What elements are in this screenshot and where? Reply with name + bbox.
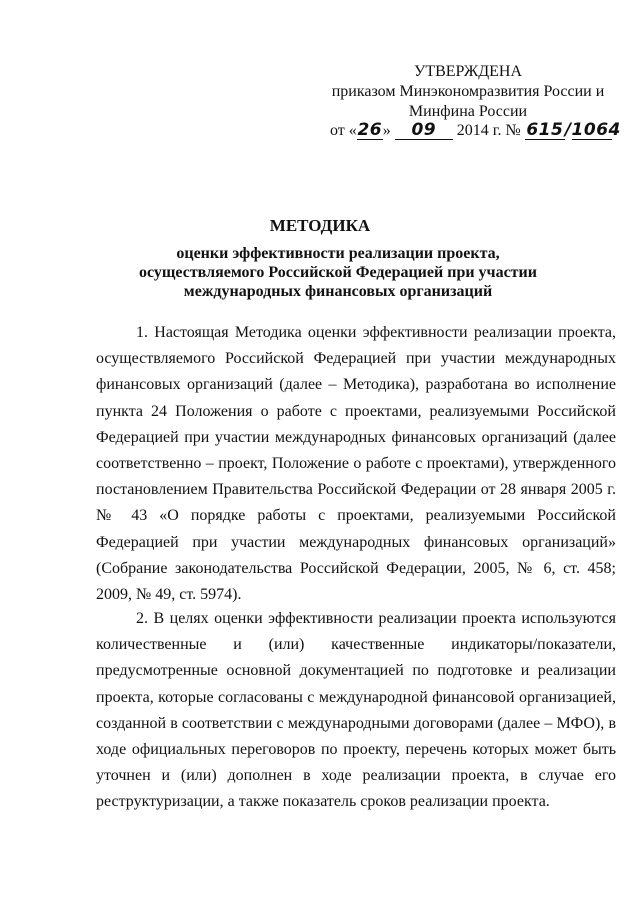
document-title: МЕТОДИКА — [269, 216, 371, 235]
date-month: 09 — [395, 121, 453, 140]
date-prefix: от « — [330, 122, 357, 139]
order-number-1: 615 — [526, 120, 564, 140]
order-number-sep: / — [564, 120, 572, 140]
document-subtitle: оценки эффективности реализации проекта, осуществляемого Российской Федерацией при участии международных финансовых организаций — [139, 245, 537, 300]
order-date-line — [330, 120, 621, 140]
date-day: 26 — [357, 120, 383, 140]
order-line-1: приказом Минэкономразвития России и — [331, 83, 605, 100]
paragraph-2 — [96, 606, 616, 816]
paragraph-2-text: 2. В целях оценки эффективности реализации проекта используются количественные и (или) качественные индикаторы/показатели, предусмотренные основной документацией по подготовке и реализации проекта, которые согласованы с международной финансовой организацией, созданной в соответствии с международными договорами (далее – МФО), в ходе официальных переговоров по проекту, перечень которых может быть уточнен и (или) дополнен в ходе реализации проекта, в случае его реструктуризации, а также показатель сроков реализации проекта. — [96, 610, 616, 811]
paragraph-1 — [96, 320, 616, 608]
approval-block — [318, 62, 618, 122]
paragraph-1-text: 1. Настоящая Методика оценки эффективности реализации проекта, осуществляемого Российской Федерацией при участии международных финансовых организаций (далее – Методика), разработана во исполнение пункта 24 Положения о работе с проектами, реализуемыми Российской Федерацией при участии международных финансовых организаций (далее соответственно – проект, Положение о работе с проектами), утвержденного постановлением Правительства Российской Федерации от 28 января 2005 г. № 43 «О порядке работы с проектами, реализуемыми Российской Федерацией при участии международных финансовых организаций» (Собрание законодательства Российской Федерации, 2005, № 6, ст. 458; 2009, № 49, ст. 5974). — [96, 324, 616, 604]
order-number-2: 1064 — [571, 120, 621, 140]
approved-label: УТВЕРЖДЕНА — [413, 63, 522, 80]
date-quote-close: » — [382, 122, 391, 139]
order-line-2: Минфина России — [408, 103, 528, 120]
date-year: 2014 г. № — [456, 122, 521, 139]
